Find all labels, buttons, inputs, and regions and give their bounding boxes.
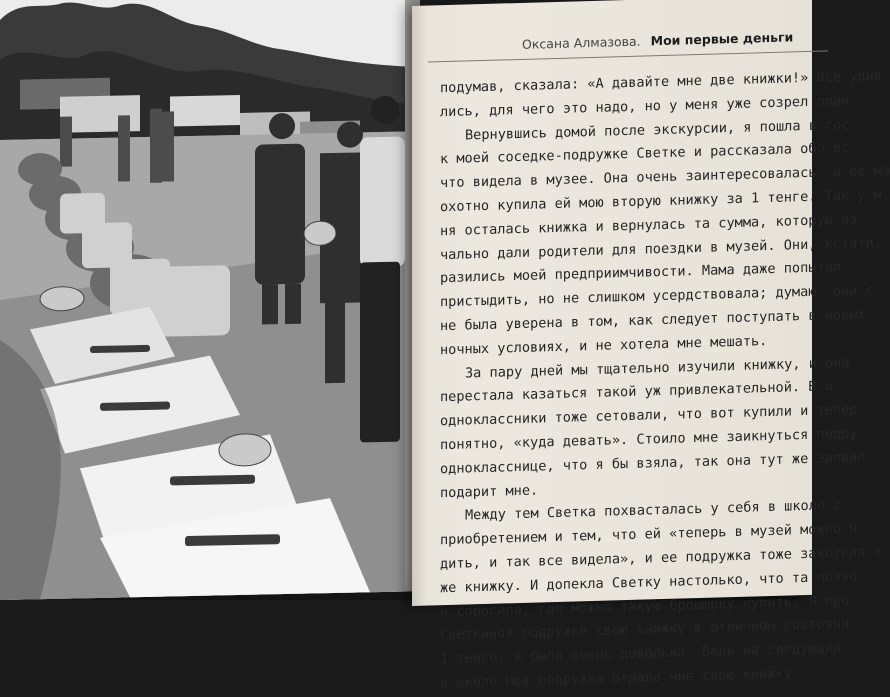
text-line: Вернувшись домой после экскурсии, я пошла в гос: [465, 116, 850, 144]
text-line: приобретением и тем, что ей «теперь в музей можно н: [440, 520, 858, 549]
text-line: Светкиной подружке свою книжку в отличном состояни: [440, 616, 850, 644]
text-line: не была уверена в том, как следует поступать в новых: [440, 306, 866, 335]
running-head-author: Оксана Алмазова.: [522, 33, 641, 52]
header-rule: [428, 50, 828, 62]
body-text: [440, 65, 890, 695]
left-page: [0, 0, 420, 600]
text-line: что видела в музее. Она очень заинтересовалась, и ее ма: [440, 162, 890, 192]
running-head: [522, 29, 793, 52]
text-line: перестала казаться такой уж привлекательной. В ш: [440, 378, 833, 406]
text-line: дить, и так все видела», и ее подружка тоже захотела т: [440, 543, 882, 573]
text-line: понятно, «куда девать». Стоило мне заикнуться подру: [440, 425, 858, 454]
text-line: подумав, сказала: «А давайте мне две книжки!» Все удив: [440, 67, 882, 97]
text-line: же книжку. И допекла Светку настолько, что та позво: [440, 568, 858, 596]
text-line: За пару дней мы тщательно изучили книжку, и она: [465, 354, 850, 382]
text-line: 1 тенге, и была очень довольна. Ведь на следующий: [440, 640, 842, 668]
text-line: ня осталась книжка и вернулась та сумма, которую из: [440, 211, 858, 239]
text-line: ночных условиях, и не хотела мне мешать.: [440, 332, 768, 358]
photo-illustration: [0, 0, 405, 600]
right-page: [412, 0, 890, 692]
text-line: лись, для чего это надо, но у меня уже созрел план.: [440, 92, 858, 121]
text-line: подарит мне.: [440, 482, 539, 501]
text-line: пристыдить, но не слишком усердствовала; думаю, она с: [440, 282, 874, 311]
text-line: однокласснице, что я бы взяла, так она тут же заявил: [440, 449, 866, 477]
photograph: [0, 0, 405, 600]
text-line: и спросила, где можно такую брошюрку купить. Я про: [440, 592, 850, 620]
text-line: охотно купила ей мою вторую книжку за 1 тенге. Так у м: [440, 186, 882, 216]
text-line: в школе моя подружка отдала мне свою книжку: [440, 665, 792, 692]
text-line: одноклассники тоже сетовали, что вот купили и тепер: [440, 401, 858, 430]
running-head-title: Мои первые деньги: [650, 29, 794, 49]
text-line: разились моей предприимчивости. Мама даже попытал: [440, 259, 842, 287]
text-line: чально дали родители для поездки в музей. Они, кстати,: [440, 234, 882, 263]
text-line: Между тем Светка похвасталась у себя в школе с: [465, 497, 842, 524]
text-line: к моей соседке-подружке Светке и рассказала обо вс: [440, 140, 850, 168]
